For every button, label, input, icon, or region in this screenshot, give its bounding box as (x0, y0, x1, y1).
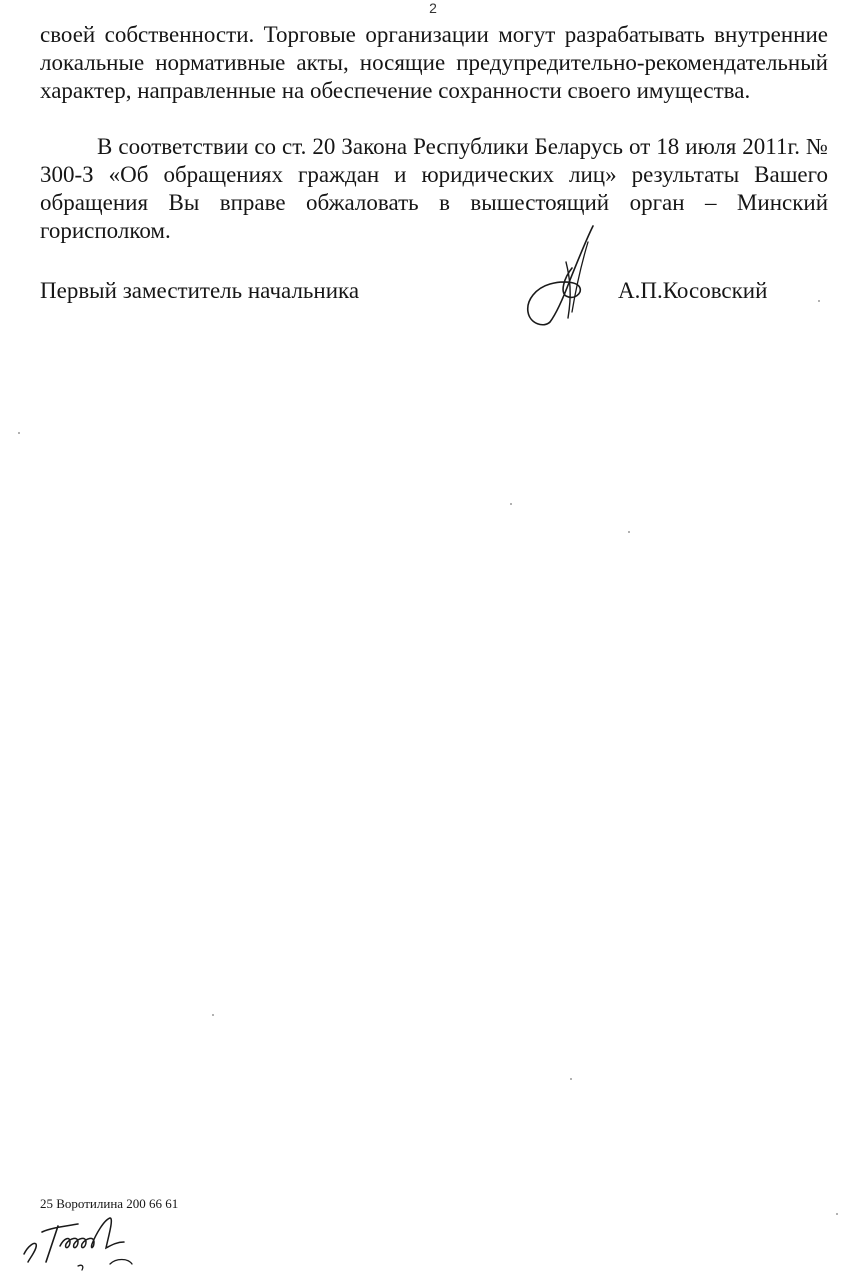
scan-speck (212, 1014, 214, 1016)
page-number: 2 (429, 0, 437, 16)
handwritten-signature (520, 222, 605, 327)
scan-speck (818, 300, 820, 302)
scan-speck (570, 1078, 572, 1080)
signer-name: А.П.Косовский (618, 278, 768, 303)
paragraph-rights-of-trade-organizations: своей собственности. Торговые организации могут разрабатывать внутренние локальные нормативные акты, носящие предупредительно-рекомендательный характер, направленные на обеспечение сохранности своего имущества. (40, 22, 828, 103)
scan-speck (628, 531, 630, 533)
executor-contact-note: 25 Воротилина 200 66 61 (40, 1196, 179, 1211)
handwritten-initials (20, 1214, 140, 1274)
scan-speck (510, 503, 512, 505)
paragraph-appeal-rights: В соответствии со ст. 20 Закона Республики Беларусь от 18 июля 2011г. № 300-З «Об обращениях граждан и юридических лиц» результаты Вашего обращения Вы вправе обжаловать в вышестоящий орган – Минский горисполком. (40, 134, 828, 243)
scan-speck (18, 432, 20, 434)
signer-position: Первый заместитель начальника (40, 278, 360, 303)
scan-speck (836, 1213, 838, 1215)
